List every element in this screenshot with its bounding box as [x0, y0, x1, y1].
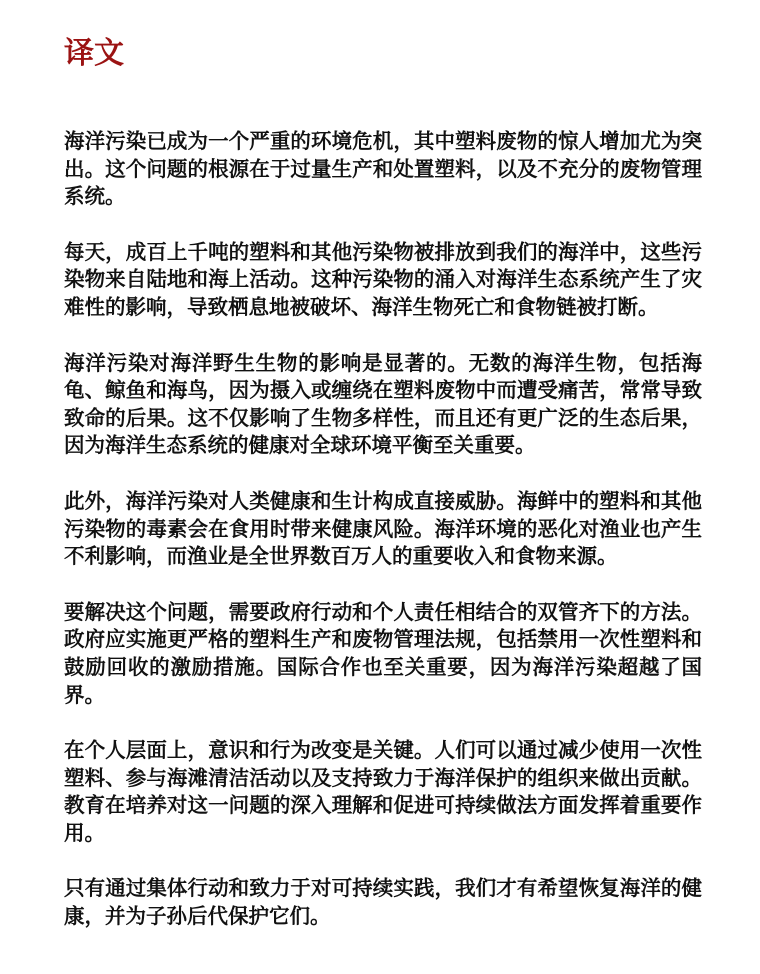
document-body	[64, 128, 702, 931]
paragraph-7: 只有通过集体行动和致力于对可持续实践，我们才有希望恢复海洋的健康，并为子孙后代保护它们。	[64, 876, 702, 929]
paragraph-6: 在个人层面上，意识和行为改变是关键。人们可以通过减少使用一次性塑料、参与海滩清洁活动以及支持致力于海洋保护的组织来做出贡献。教育在培养对这一问题的深入理解和促进可持续做法方面发挥着重要作用。	[64, 738, 702, 845]
paragraph-5: 要解决这个问题，需要政府行动和个人责任相结合的双管齐下的方法。政府应实施更严格的塑料生产和废物管理法规，包括禁用一次性塑料和鼓励回收的激励措施。国际合作也至关重要，因为海洋污染超越了国界。	[64, 599, 702, 707]
paragraph-3: 海洋污染对海洋野生生物的影响是显著的。无数的海洋生物，包括海龟、鲸鱼和海鸟，因为摄入或缠绕在塑料废物中而遭受痛苦，常常导致致命的后果。这不仅影响了生物多样性，而且还有更广泛的生态后果，因为海洋生态系统的健康对全球环境平衡至关重要。	[64, 350, 702, 458]
page-title: 译文	[64, 36, 124, 71]
paragraph-4: 此外，海洋污染对人类健康和生计构成直接威胁。海鲜中的塑料和其他污染物的毒素会在食用时带来健康风险。海洋环境的恶化对渔业也产生不利影响，而渔业是全世界数百万人的重要收入和食物来源。	[64, 488, 702, 569]
paragraph-2: 每天，成百上千吨的塑料和其他污染物被排放到我们的海洋中，这些污染物来自陆地和海上活动。这种污染物的涌入对海洋生态系统产生了灾难性的影响，导致栖息地被破坏、海洋生物死亡和食物链被打断。	[64, 239, 702, 319]
paragraph-1: 海洋污染已成为一个严重的环境危机，其中塑料废物的惊人增加尤为突出。这个问题的根源在于过量生产和处置塑料，以及不充分的废物管理系统。	[64, 129, 702, 209]
